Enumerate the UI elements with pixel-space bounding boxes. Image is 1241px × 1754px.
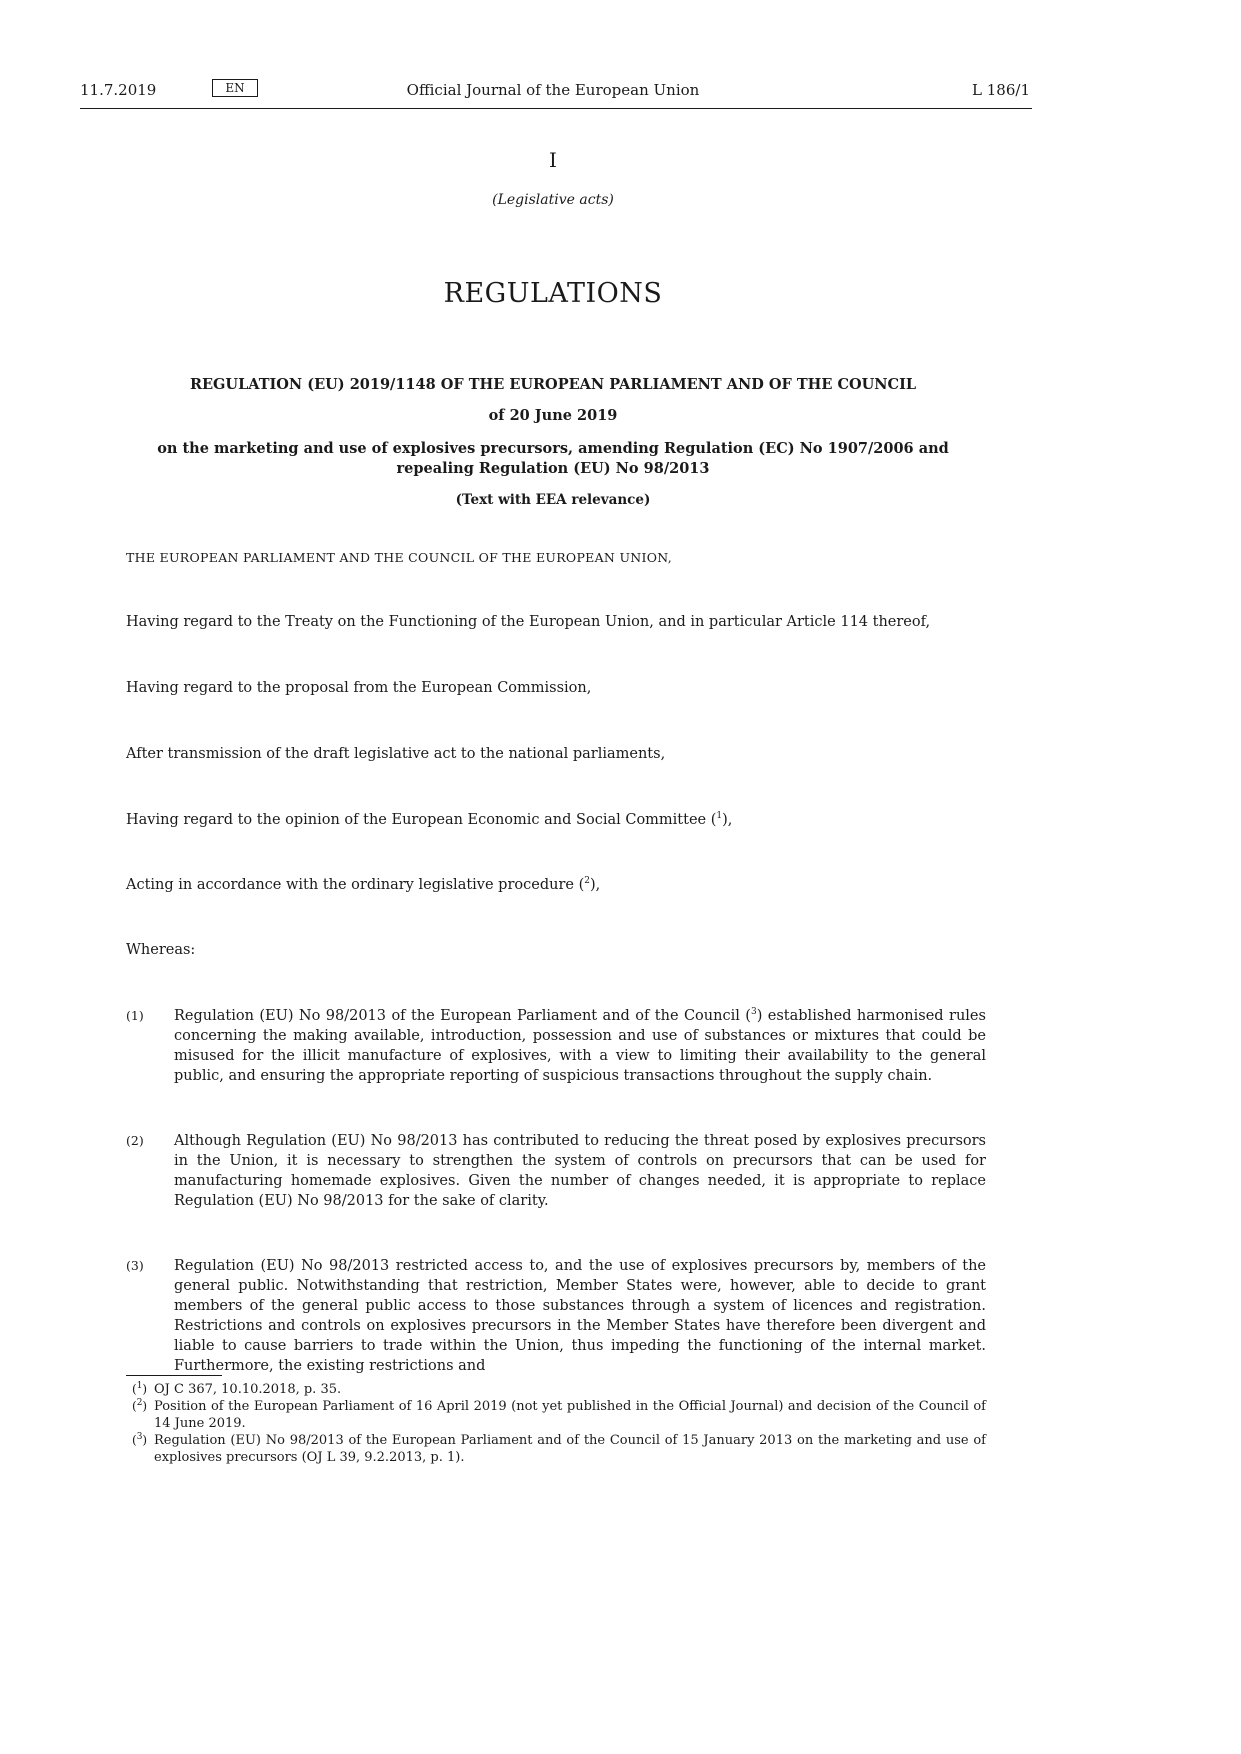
recital-text: Regulation (EU) No 98/2013 restricted access to, and the use of explosives precursors by, members of the general public. Notwithstanding that restriction, Member States were, however, able to decide to grant members of the general public access to those substances through a system of licences and registration. Restrictions and controls on explosives precursors in the Member States have therefore been divergent and liable to cause barriers to trade within the Union, thus impeding the functioning of the internal market. Furthermore, the existing restrictions and [174,1258,986,1374]
recital-text-part-b: established harmonised rules concerning the making available, introduction, possession and use of substances or mixtures that could be misused for the illicit manufacture of explosives, with a view to limiting their availability to the general public, and ensuring the appropriate reporting of suspicious transactions throughout the supply chain. [174,1008,986,1084]
footnote-number: ($^1$) [132,1381,148,1396]
regulation-title: REGULATION (EU) 2019/1148 OF THE EUROPEAN PARLIAMENT AND OF THE COUNCIL [189,376,917,393]
citation-transmission: After transmission of the draft legislative act to the national parliaments, [126,746,666,762]
footnote-1 [126,1381,986,1398]
recital-2 [126,1131,986,1211]
recital-1 [126,1006,986,1086]
recital-text-part-a: Regulation (EU) No 98/2013 of the European Parliament and of the Council [174,1008,740,1024]
citation-procedure-text: Acting in accordance with the ordinary legislative procedure [126,877,574,893]
footnote-divider [126,1375,222,1376]
footnote-number: ($^2$) [132,1398,148,1413]
citation-opinion-text: Having regard to the opinion of the European Economic and Social Committee [126,812,707,828]
citation-treaty: Having regard to the Treaty on the Functioning of the European Union, and in particular Article 114 thereof, [126,614,931,630]
footnote-3 [126,1432,986,1466]
footnote-text: OJ C 367, 10.10.2018, p. 35. [154,1382,342,1397]
citation-opinion: Having regard to the opinion of the European Economic and Social Committee ($^1$), [126,811,733,828]
citation-proposal: Having regard to the proposal from the European Commission, [126,680,592,696]
preamble-authors: THE EUROPEAN PARLIAMENT AND THE COUNCIL OF THE EUROPEAN UNION, [126,550,673,565]
footnote-text: Regulation (EU) No 98/2013 of the European Parliament and of the Council of 15 January 2013 on the marketing and use of explosives precursors (OJ L 39, 9.2.2013, p. 1). [154,1433,986,1465]
journal-title: Official Journal of the European Union [406,81,700,99]
footnote-2 [126,1398,986,1432]
section-heading: REGULATIONS [443,278,663,309]
recital-number: (2) [126,1133,144,1148]
header-divider [80,108,1032,109]
footnote-ref-1[interactable]: 1 [716,811,723,822]
regulation-subject-line-1: on the marketing and use of explosives precursors, amending Regulation (EC) No 1907/2006 and [157,440,949,457]
footnote-text: Position of the European Parliament of 16 April 2019 (not yet published in the Official Journal) and decision of the Council of 14 June 2019. [154,1399,986,1431]
recital-3 [126,1256,986,1376]
page-reference: L 186/1 [972,81,1030,99]
publication-date: 11.7.2019 [80,81,157,99]
series-numeral: I [549,148,557,172]
series-category: (Legislative acts) [492,192,614,208]
footnote-number: ($^3$) [132,1432,148,1447]
footnote-ref-2[interactable]: 2 [584,876,590,887]
language-badge: EN [212,79,258,97]
recital-text: Regulation (EU) No 98/2013 of the European Parliament and of the Council ($^3$) established harmonised rules concerning the making available, introduction, possession and use of substances or mixtures that could be misused for the illicit manufacture of explosives, with a view to limiting their availability to the general public, and ensuring the appropriate reporting of suspicious transactions throughout the supply chain. [174,1007,986,1084]
regulation-date: of 20 June 2019 [488,407,618,424]
whereas-heading: Whereas: [126,942,196,958]
regulation-subject [0,439,1106,479]
recital-text: Although Regulation (EU) No 98/2013 has contributed to reducing the threat posed by explosives precursors in the Union, it is necessary to strengthen the system of controls on precursors that can be used for manufacturing homemade explosives. Given the number of changes needed, it is appropriate to replace Regulation (EU) No 98/2013 for the sake of clarity. [174,1133,986,1209]
eea-relevance: (Text with EEA relevance) [455,492,651,508]
recital-number: (3) [126,1258,144,1273]
footnote-ref-3[interactable]: 3 [750,1007,757,1018]
citation-procedure: Acting in accordance with the ordinary legislative procedure ($^2$), [126,876,601,893]
regulation-subject-line-2: repealing Regulation (EU) No 98/2013 [396,460,710,477]
recital-number: (1) [126,1008,144,1023]
